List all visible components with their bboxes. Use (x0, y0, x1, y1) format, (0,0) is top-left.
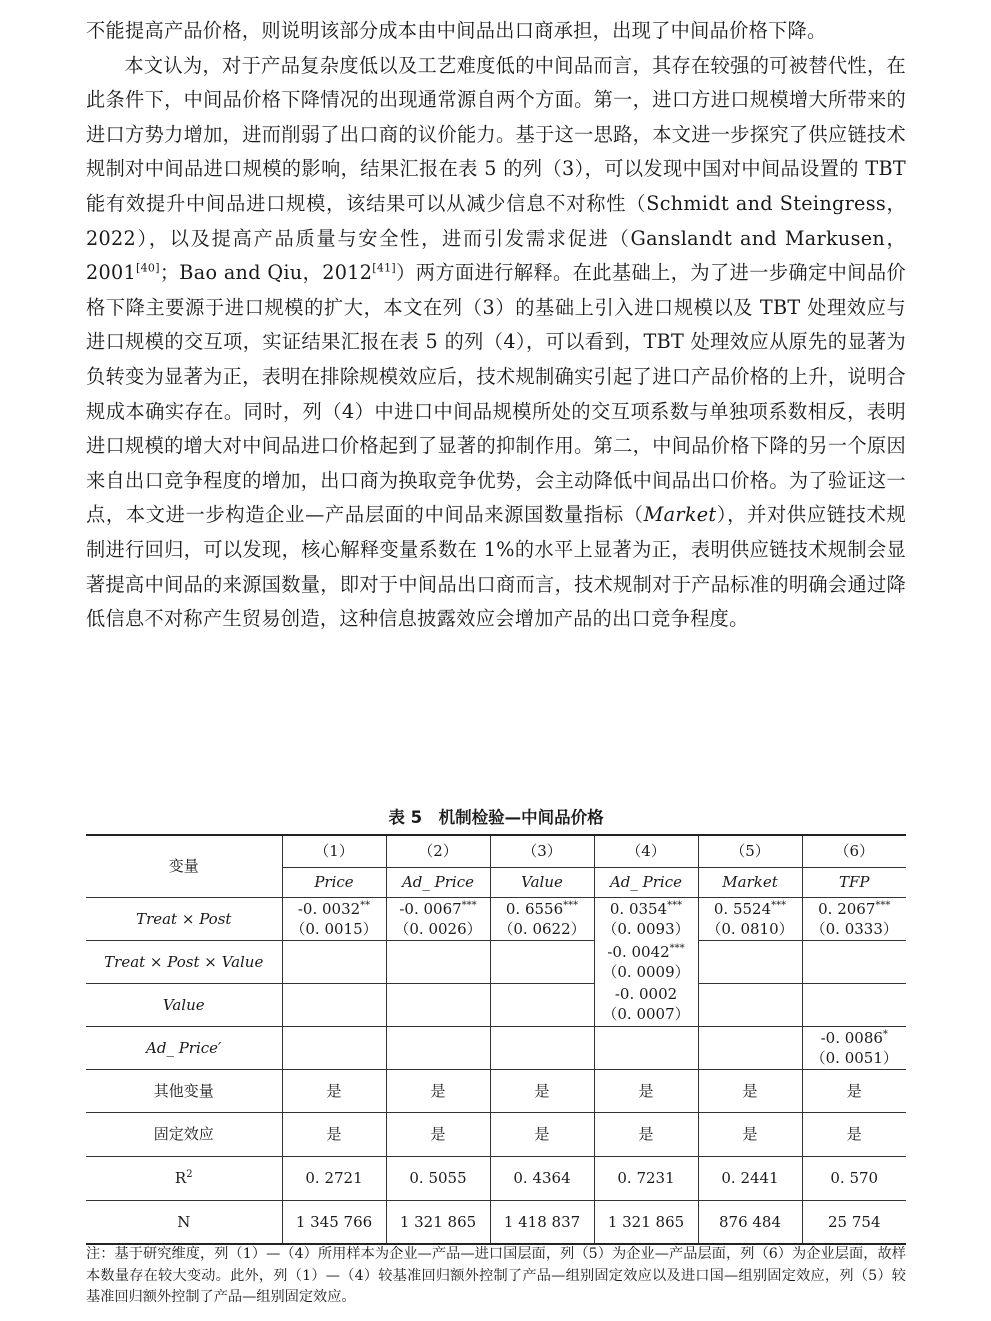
col-var-1: Price (282, 867, 386, 897)
cell-other-vars-5: 是 (698, 1069, 802, 1112)
cell-treat-post-6: 0. 2067*** （0. 0333） (802, 897, 906, 940)
cell-n-5: 876 484 (698, 1200, 802, 1244)
cell-other-vars-4: 是 (594, 1069, 698, 1112)
cell-r2-6: 0. 570 (802, 1156, 906, 1200)
cell-n-1: 1 345 766 (282, 1200, 386, 1244)
col-var-4: Ad_ Price (594, 867, 698, 897)
cell-treat-post-3: 0. 6556*** （0. 0622） (490, 897, 594, 940)
cell-fixed-effects-3: 是 (490, 1112, 594, 1156)
cell-other-vars-3: 是 (490, 1069, 594, 1112)
row-label-value: Value (86, 983, 282, 1026)
cell-r2-1: 0. 2721 (282, 1156, 386, 1200)
cell-n-2: 1 321 865 (386, 1200, 490, 1244)
paragraph-2-part-2: ；Bao and Qiu，2012 (159, 261, 373, 285)
row-label-treat-post-value: Treat × Post × Value (86, 940, 282, 983)
cell-other-vars-1: 是 (282, 1069, 386, 1112)
col-num-6: （6） (802, 835, 906, 867)
row-label-r2: $R^2$ (86, 1156, 282, 1200)
cell-treat-post-value-4: -0. 0042*** （0. 0009） (594, 940, 698, 983)
table-row (86, 940, 906, 983)
cell-treat-post-2: -0. 0067*** （0. 0026） (386, 897, 490, 940)
cell-value-4: -0. 0002 （0. 0007） (594, 983, 698, 1026)
cell-fixed-effects-2: 是 (386, 1112, 490, 1156)
table-caption: 表 5 机制检验—中间品价格 (388, 808, 604, 827)
cell-fixed-effects-6: 是 (802, 1112, 906, 1156)
cell-r2-4: 0. 7231 (594, 1156, 698, 1200)
mechanism-table (86, 834, 906, 1245)
col-var-3: Value (490, 867, 594, 897)
col-num-5: （5） (698, 835, 802, 867)
col-var-2: Ad_ Price (386, 867, 490, 897)
cell-fixed-effects-4: 是 (594, 1112, 698, 1156)
col-num-2: （2） (386, 835, 490, 867)
cell-treat-post-4: 0. 0354*** （0. 0093） (594, 897, 698, 940)
col-num-1: （1） (282, 835, 386, 867)
citation-40: [40] (136, 261, 160, 275)
table-row (86, 1200, 906, 1244)
paragraph-2-part-1: 本文认为，对于产品复杂度低以及工艺难度低的中间品而言，其存在较强的可被替代性，在此条件下，中间品价格下降情况的出现通常源自两个方面。第一，进口方进口规模增大所带来的进口方势力增加，进而削弱了出口商的议价能力。基于这一思路，本文进一步探究了供应链技术规制对中间品进口规模的影响，结果汇报在表 5 的列（3），可以发现中国对中间品设置的 TBT 能有效提升中间品进口规模，该结果可以从减少信息不对称性（Schmidt and Steingress，2022），以及提高产品质量与安全性，进而引发需求促进（Ganslandt and Markusen，2001 (86, 53, 906, 285)
cell-treat-post-1: -0. 0032** （0. 0015） (282, 897, 386, 940)
cell-other-vars-2: 是 (386, 1069, 490, 1112)
row-label-treat-post: Treat × Post (86, 897, 282, 940)
cell-r2-5: 0. 2441 (698, 1156, 802, 1200)
table-row (86, 1156, 906, 1200)
body-text (86, 14, 906, 637)
col-var-5: Market (698, 867, 802, 897)
table-row (86, 897, 906, 940)
col-var-6: TFP (802, 867, 906, 897)
col-num-4: （4） (594, 835, 698, 867)
table-note: 注：基于研究维度，列（1）—（4）所用样本为企业—产品—进口国层面，列（5）为企业—产品层面，列（6）为企业层面，故样本数量存在较大变动。此外，列（1）—（4）较基准回归额外控制了产品—组别固定效应以及进口国—组别固定效应，列（5）较基准回归额外控制了产品—组别固定效应。 (86, 1246, 906, 1305)
table-row (86, 1069, 906, 1112)
cell-r2-2: 0. 5055 (386, 1156, 490, 1200)
paragraph-2-part-3: ）两方面进行解释。在此基础上，为了进一步确定中间品价格下降主要源于进口规模的扩大，本文在列（3）的基础上引入进口规模以及 TBT 处理效应与进口规模的交互项，实证结果汇报在表 5 的列（4），可以看到，TBT 处理效应从原先的显著为负转变为显著为正，表明在排除规模效应后，技术规制确实引起了进口产品价格的上升，说明合规成本确实存在。同时，列（4）中进口中间品规模所处的交互项系数与单独项系数相反，表明进口规模的增大对中间品进口价格起到了显著的抑制作用。第二，中间品价格下降的另一个原因来自出口竞争程度的增加，出口商为换取竞争优势，会主动降低中间品出口价格。为了验证这一点，本文进一步构造企业—产品层面的中间品来源国数量指标（ (86, 261, 906, 527)
paragraph-1: 不能提高产品价格，则说明该部分成本由中间品出口商承担，出现了中间品价格下降。 (86, 19, 827, 42)
row-label-fixed-effects: 固定效应 (86, 1112, 282, 1156)
col-num-3: （3） (490, 835, 594, 867)
row-label-ad-price-prime: Ad_ Price′ (86, 1026, 282, 1069)
cell-n-6: 25 754 (802, 1200, 906, 1244)
market-variable: Market (643, 503, 717, 527)
cell-n-4: 1 321 865 (594, 1200, 698, 1244)
table-row (86, 1112, 906, 1156)
paragraph-2 (86, 49, 906, 637)
header-variable: 变量 (86, 835, 282, 897)
paragraph-2-part-4: ），并对供应链技术规制进行回归，可以发现，核心解释变量系数在 1%的水平上显著为正，表明供应链技术规制会显著提高中间品的来源国数量，即对于中间品出口商而言，技术规制对于产品标准的明确会通过降低信息不对称产生贸易创造，这种信息披露效应会增加产品的出口竞争程度。 (86, 503, 907, 631)
citation-41: [41] (372, 261, 397, 275)
cell-r2-3: 0. 4364 (490, 1156, 594, 1200)
cell-other-vars-6: 是 (802, 1069, 906, 1112)
cell-treat-post-5: 0. 5524*** （0. 0810） (698, 897, 802, 940)
cell-fixed-effects-5: 是 (698, 1112, 802, 1156)
table-row (86, 1026, 906, 1069)
cell-ad-price-prime-6: -0. 0086* （0. 0051） (802, 1026, 906, 1069)
table-row (86, 983, 906, 1026)
row-label-n: N (86, 1200, 282, 1244)
row-label-other-vars: 其他变量 (86, 1069, 282, 1112)
cell-n-3: 1 418 837 (490, 1200, 594, 1244)
cell-fixed-effects-1: 是 (282, 1112, 386, 1156)
